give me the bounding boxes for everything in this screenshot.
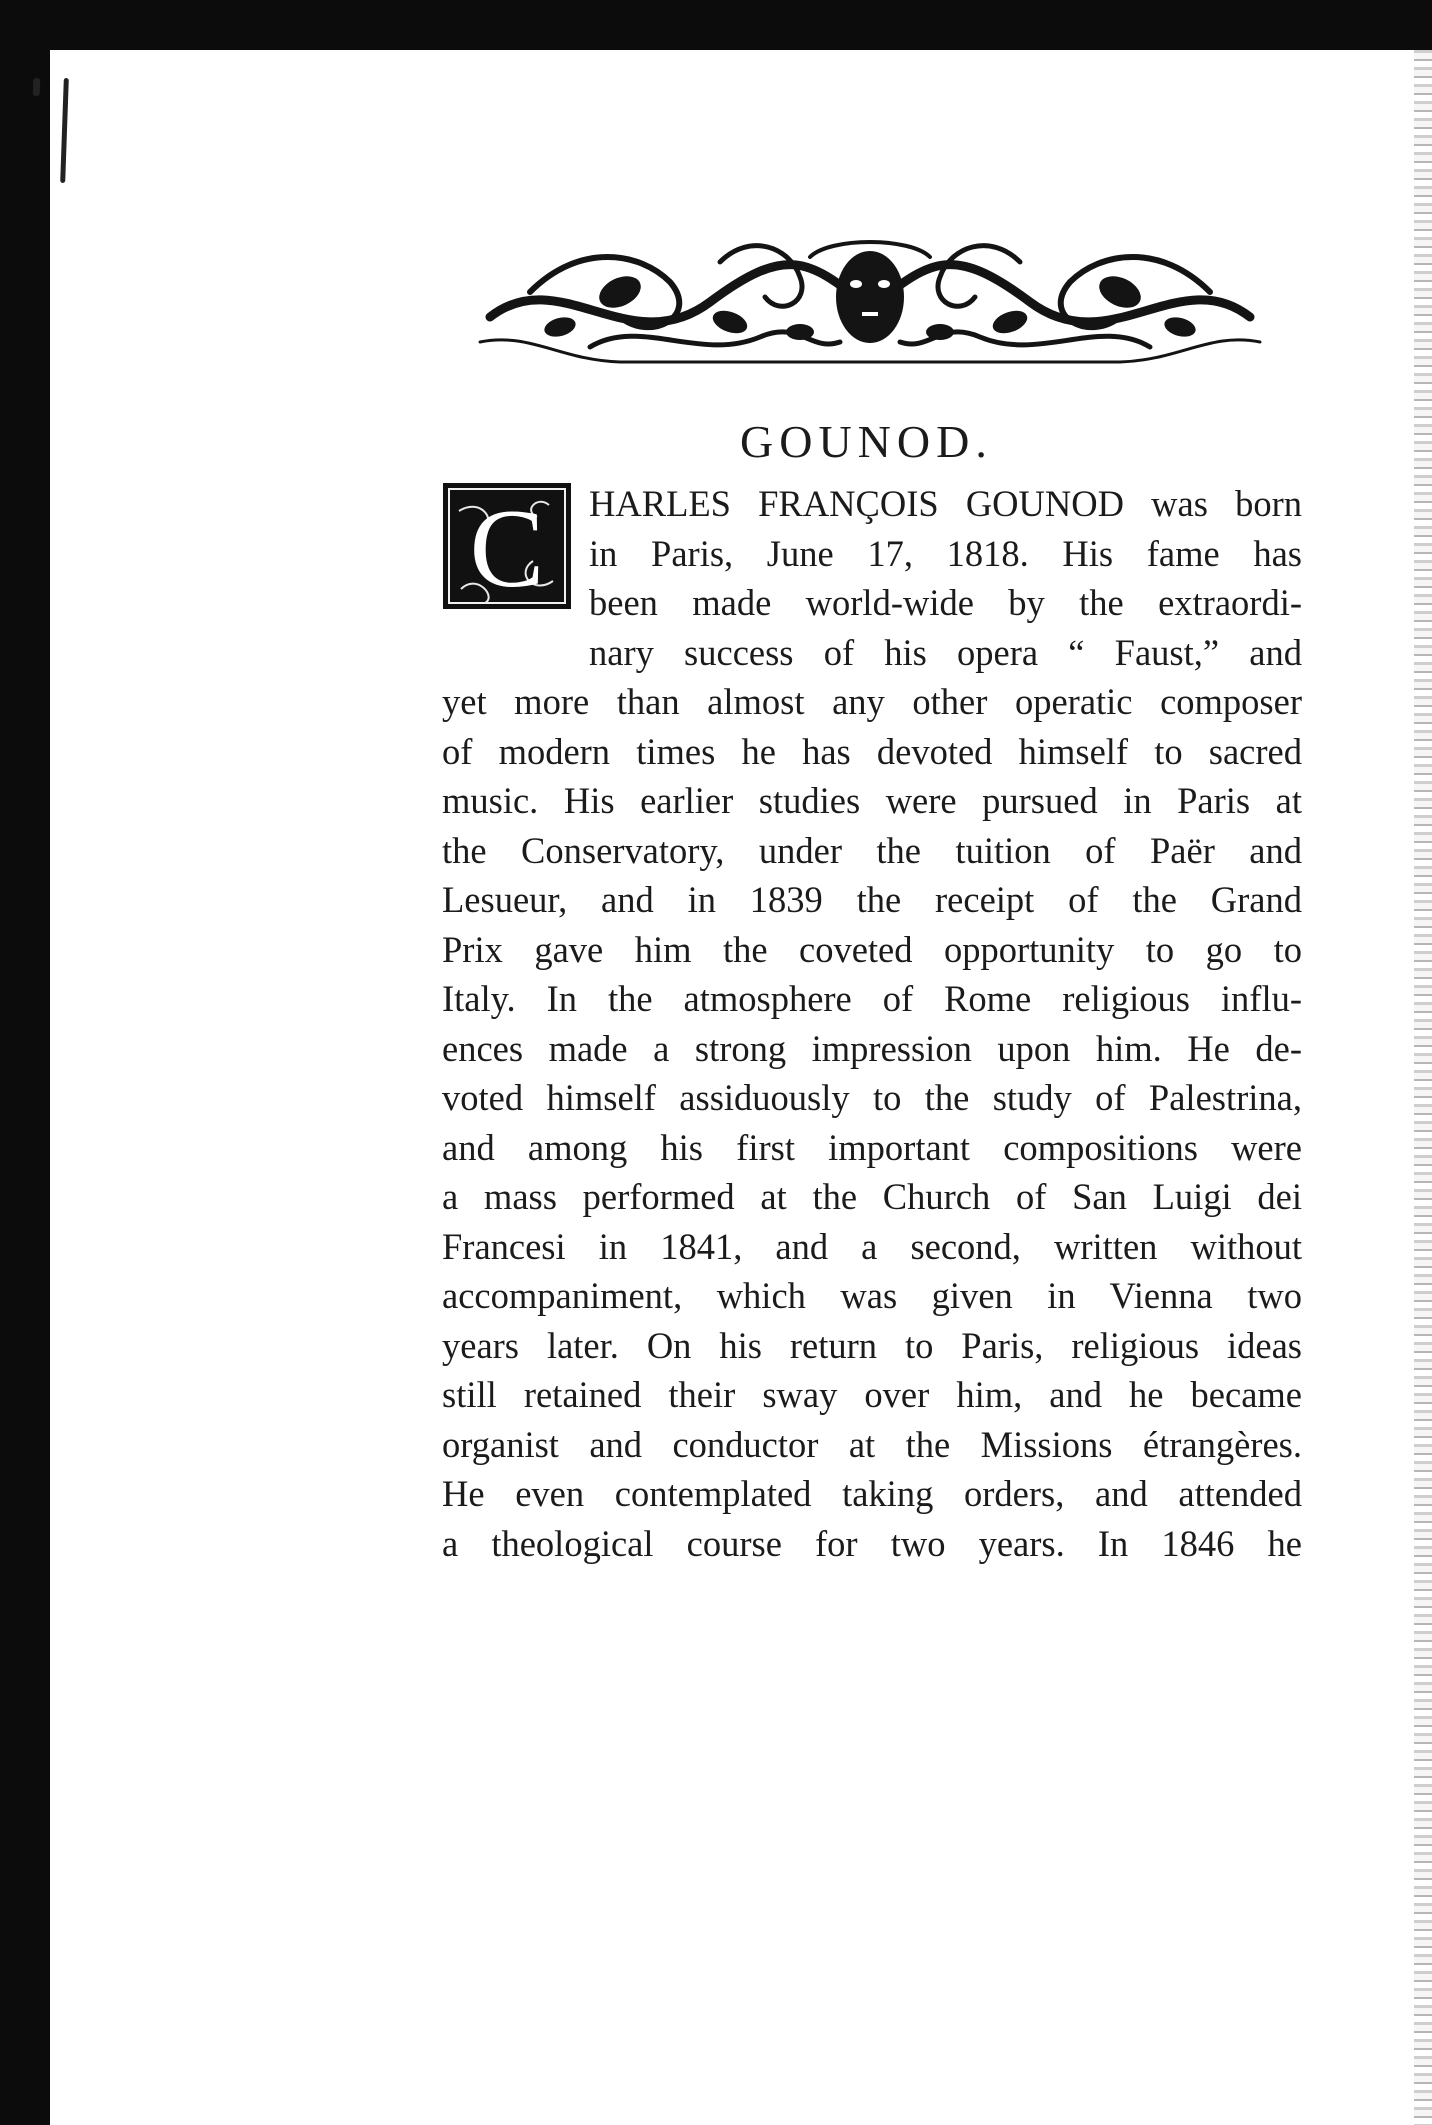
- chapter-title: GOUNOD.: [740, 416, 993, 467]
- text-line: yet more than almost any other operatic composer: [442, 681, 1302, 722]
- text-line: ences made a strong impression upon him. He de-: [442, 1027, 1302, 1069]
- page-edge-stack: [1414, 50, 1432, 2125]
- text-line: organist and conductor at the Missions étrangères.: [442, 1423, 1302, 1465]
- text-line: Prix gave him the coveted opportunity to go to: [442, 928, 1302, 970]
- text-line: He even contemplated taking orders, and attended: [442, 1473, 1302, 1514]
- text-line: a theological course for two years. In 1846 he: [442, 1522, 1302, 1564]
- headpiece-ornament: [470, 222, 1270, 372]
- binding-mark: [33, 78, 41, 96]
- text-line: HARLES FRANÇOIS GOUNOD was born: [589, 483, 1302, 524]
- text-line: nary success of his opera “ Faust,” and: [589, 631, 1302, 673]
- text-line: still retained their sway over him, and he became: [442, 1374, 1302, 1415]
- text-line: of modern times he has devoted himself to sacred: [442, 730, 1302, 772]
- text-line: a mass performed at the Church of San Luigi dei: [442, 1176, 1302, 1217]
- text-line: voted himself assiduously to the study of Palestrina,: [442, 1077, 1302, 1118]
- text-line: accompaniment, which was given in Vienna two: [442, 1275, 1302, 1316]
- text-line: and among his first important compositions were: [442, 1126, 1302, 1168]
- scan-left-edge: [0, 0, 50, 2125]
- text-line: music. His earlier studies were pursued in Paris at: [442, 780, 1302, 821]
- body-text: [442, 479, 1302, 1568]
- svg-text:C: C: [469, 487, 545, 611]
- text-line: the Conservatory, under the tuition of Paër and: [442, 829, 1302, 871]
- scan-top-edge: [0, 0, 1432, 50]
- text-line: been made world-wide by the extraordi-: [589, 582, 1302, 623]
- text-line: years later. On his return to Paris, religious ideas: [442, 1324, 1302, 1366]
- text-line: Italy. In the atmosphere of Rome religious influ-: [442, 978, 1302, 1019]
- text-line: Lesueur, and in 1839 the receipt of the Grand: [442, 879, 1302, 920]
- text-line: Francesi in 1841, and a second, written without: [442, 1225, 1302, 1267]
- text-line: in Paris, June 17, 1818. His fame has: [589, 532, 1302, 574]
